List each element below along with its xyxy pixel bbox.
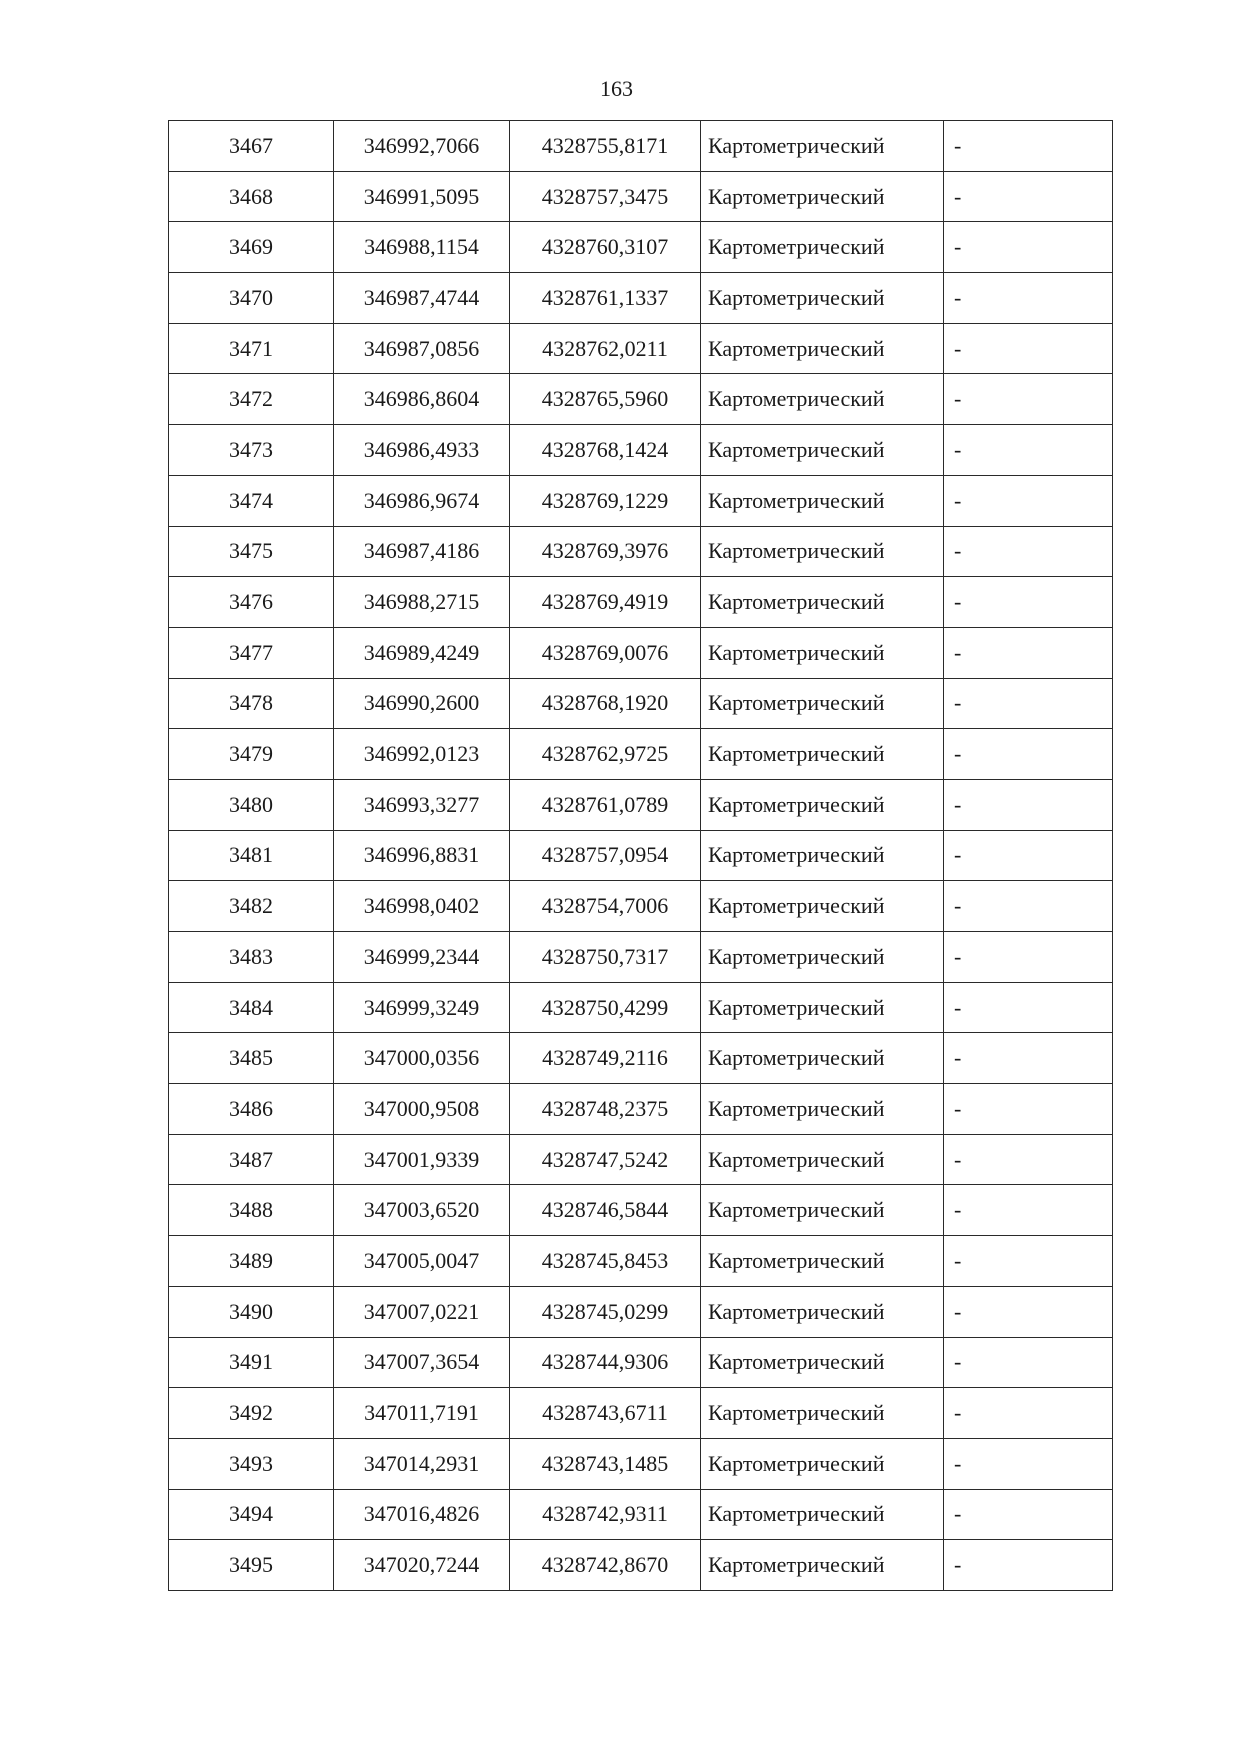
note-cell: - (944, 881, 1113, 932)
point-number-cell: 3471 (169, 323, 334, 374)
table-row (169, 982, 1113, 1033)
y-coordinate-cell: 4328769,1229 (510, 475, 701, 526)
y-coordinate-cell: 4328747,5242 (510, 1134, 701, 1185)
x-coordinate-cell: 346998,0402 (334, 881, 510, 932)
table-row (169, 475, 1113, 526)
y-coordinate-cell: 4328743,6711 (510, 1388, 701, 1439)
x-coordinate-cell: 346999,2344 (334, 932, 510, 983)
note-cell: - (944, 374, 1113, 425)
note-cell: - (944, 982, 1113, 1033)
y-coordinate-cell: 4328750,7317 (510, 932, 701, 983)
page-number: 163 (600, 76, 633, 101)
note-cell: - (944, 273, 1113, 324)
y-coordinate-cell: 4328769,0076 (510, 627, 701, 678)
method-cell: Картометрический (701, 678, 944, 729)
x-coordinate-cell: 347001,9339 (334, 1134, 510, 1185)
note-cell: - (944, 1388, 1113, 1439)
table-row (169, 171, 1113, 222)
note-cell: - (944, 475, 1113, 526)
y-coordinate-cell: 4328757,3475 (510, 171, 701, 222)
note-cell: - (944, 1489, 1113, 1540)
point-number-cell: 3489 (169, 1236, 334, 1287)
y-coordinate-cell: 4328762,9725 (510, 729, 701, 780)
x-coordinate-cell: 346990,2600 (334, 678, 510, 729)
table-row (169, 1236, 1113, 1287)
point-number-cell: 3484 (169, 982, 334, 1033)
x-coordinate-cell: 347000,0356 (334, 1033, 510, 1084)
note-cell: - (944, 323, 1113, 374)
point-number-cell: 3494 (169, 1489, 334, 1540)
point-number-cell: 3491 (169, 1337, 334, 1388)
table-row (169, 932, 1113, 983)
note-cell: - (944, 932, 1113, 983)
y-coordinate-cell: 4328749,2116 (510, 1033, 701, 1084)
y-coordinate-cell: 4328746,5844 (510, 1185, 701, 1236)
table-row (169, 374, 1113, 425)
point-number-cell: 3473 (169, 425, 334, 476)
point-number-cell: 3481 (169, 830, 334, 881)
point-number-cell: 3485 (169, 1033, 334, 1084)
table-row (169, 425, 1113, 476)
y-coordinate-cell: 4328748,2375 (510, 1084, 701, 1135)
method-cell: Картометрический (701, 1236, 944, 1287)
point-number-cell: 3467 (169, 121, 334, 172)
y-coordinate-cell: 4328744,9306 (510, 1337, 701, 1388)
x-coordinate-cell: 346988,2715 (334, 577, 510, 628)
table-row (169, 526, 1113, 577)
note-cell: - (944, 1185, 1113, 1236)
note-cell: - (944, 526, 1113, 577)
method-cell: Картометрический (701, 273, 944, 324)
method-cell: Картометрический (701, 425, 944, 476)
table-row (169, 1084, 1113, 1135)
method-cell: Картометрический (701, 1134, 944, 1185)
x-coordinate-cell: 347000,9508 (334, 1084, 510, 1135)
point-number-cell: 3468 (169, 171, 334, 222)
table-row (169, 830, 1113, 881)
note-cell: - (944, 577, 1113, 628)
method-cell: Картометрический (701, 729, 944, 780)
x-coordinate-cell: 346988,1154 (334, 222, 510, 273)
note-cell: - (944, 1084, 1113, 1135)
table-row (169, 577, 1113, 628)
method-cell: Картометрический (701, 1388, 944, 1439)
note-cell: - (944, 1286, 1113, 1337)
y-coordinate-cell: 4328762,0211 (510, 323, 701, 374)
method-cell: Картометрический (701, 475, 944, 526)
method-cell: Картометрический (701, 1033, 944, 1084)
x-coordinate-cell: 346992,0123 (334, 729, 510, 780)
point-number-cell: 3472 (169, 374, 334, 425)
point-number-cell: 3487 (169, 1134, 334, 1185)
x-coordinate-cell: 346999,3249 (334, 982, 510, 1033)
x-coordinate-cell: 347014,2931 (334, 1438, 510, 1489)
y-coordinate-cell: 4328757,0954 (510, 830, 701, 881)
x-coordinate-cell: 346987,0856 (334, 323, 510, 374)
table-row (169, 627, 1113, 678)
x-coordinate-cell: 347020,7244 (334, 1540, 510, 1591)
note-cell: - (944, 830, 1113, 881)
x-coordinate-cell: 346996,8831 (334, 830, 510, 881)
table-row (169, 121, 1113, 172)
y-coordinate-cell: 4328765,5960 (510, 374, 701, 425)
note-cell: - (944, 425, 1113, 476)
table-row (169, 678, 1113, 729)
y-coordinate-cell: 4328755,8171 (510, 121, 701, 172)
table-row (169, 222, 1113, 273)
method-cell: Картометрический (701, 526, 944, 577)
table-row (169, 1438, 1113, 1489)
method-cell: Картометрический (701, 1337, 944, 1388)
x-coordinate-cell: 347007,0221 (334, 1286, 510, 1337)
note-cell: - (944, 729, 1113, 780)
x-coordinate-cell: 347011,7191 (334, 1388, 510, 1439)
method-cell: Картометрический (701, 1084, 944, 1135)
method-cell: Картометрический (701, 982, 944, 1033)
coordinates-table (168, 120, 1113, 1591)
note-cell: - (944, 1236, 1113, 1287)
point-number-cell: 3482 (169, 881, 334, 932)
x-coordinate-cell: 346991,5095 (334, 171, 510, 222)
method-cell: Картометрический (701, 577, 944, 628)
table-row (169, 779, 1113, 830)
x-coordinate-cell: 346986,9674 (334, 475, 510, 526)
table-body (169, 121, 1113, 1591)
method-cell: Картометрический (701, 1438, 944, 1489)
method-cell: Картометрический (701, 1540, 944, 1591)
note-cell: - (944, 1337, 1113, 1388)
method-cell: Картометрический (701, 222, 944, 273)
table-row (169, 729, 1113, 780)
note-cell: - (944, 1033, 1113, 1084)
y-coordinate-cell: 4328761,0789 (510, 779, 701, 830)
note-cell: - (944, 627, 1113, 678)
point-number-cell: 3479 (169, 729, 334, 780)
point-number-cell: 3492 (169, 1388, 334, 1439)
point-number-cell: 3486 (169, 1084, 334, 1135)
table-row (169, 1337, 1113, 1388)
method-cell: Картометрический (701, 1185, 944, 1236)
method-cell: Картометрический (701, 121, 944, 172)
point-number-cell: 3488 (169, 1185, 334, 1236)
x-coordinate-cell: 346986,8604 (334, 374, 510, 425)
y-coordinate-cell: 4328760,3107 (510, 222, 701, 273)
y-coordinate-cell: 4328769,3976 (510, 526, 701, 577)
y-coordinate-cell: 4328750,4299 (510, 982, 701, 1033)
y-coordinate-cell: 4328754,7006 (510, 881, 701, 932)
method-cell: Картометрический (701, 627, 944, 678)
point-number-cell: 3476 (169, 577, 334, 628)
table-row (169, 273, 1113, 324)
table-row (169, 1185, 1113, 1236)
method-cell: Картометрический (701, 779, 944, 830)
x-coordinate-cell: 347003,6520 (334, 1185, 510, 1236)
point-number-cell: 3493 (169, 1438, 334, 1489)
point-number-cell: 3495 (169, 1540, 334, 1591)
x-coordinate-cell: 346987,4186 (334, 526, 510, 577)
table-row (169, 323, 1113, 374)
table-row (169, 1033, 1113, 1084)
point-number-cell: 3469 (169, 222, 334, 273)
note-cell: - (944, 1134, 1113, 1185)
y-coordinate-cell: 4328761,1337 (510, 273, 701, 324)
note-cell: - (944, 779, 1113, 830)
method-cell: Картометрический (701, 932, 944, 983)
table-row (169, 1134, 1113, 1185)
table-row (169, 881, 1113, 932)
note-cell: - (944, 171, 1113, 222)
x-coordinate-cell: 346987,4744 (334, 273, 510, 324)
y-coordinate-cell: 4328768,1920 (510, 678, 701, 729)
point-number-cell: 3480 (169, 779, 334, 830)
method-cell: Картометрический (701, 323, 944, 374)
y-coordinate-cell: 4328768,1424 (510, 425, 701, 476)
point-number-cell: 3470 (169, 273, 334, 324)
y-coordinate-cell: 4328742,8670 (510, 1540, 701, 1591)
method-cell: Картометрический (701, 171, 944, 222)
note-cell: - (944, 678, 1113, 729)
x-coordinate-cell: 347005,0047 (334, 1236, 510, 1287)
x-coordinate-cell: 346992,7066 (334, 121, 510, 172)
y-coordinate-cell: 4328745,0299 (510, 1286, 701, 1337)
note-cell: - (944, 121, 1113, 172)
x-coordinate-cell: 347016,4826 (334, 1489, 510, 1540)
point-number-cell: 3483 (169, 932, 334, 983)
method-cell: Картометрический (701, 1286, 944, 1337)
point-number-cell: 3490 (169, 1286, 334, 1337)
y-coordinate-cell: 4328769,4919 (510, 577, 701, 628)
x-coordinate-cell: 346993,3277 (334, 779, 510, 830)
point-number-cell: 3474 (169, 475, 334, 526)
table-row (169, 1388, 1113, 1439)
point-number-cell: 3477 (169, 627, 334, 678)
note-cell: - (944, 1540, 1113, 1591)
y-coordinate-cell: 4328745,8453 (510, 1236, 701, 1287)
note-cell: - (944, 222, 1113, 273)
x-coordinate-cell: 346986,4933 (334, 425, 510, 476)
method-cell: Картометрический (701, 881, 944, 932)
note-cell: - (944, 1438, 1113, 1489)
point-number-cell: 3475 (169, 526, 334, 577)
x-coordinate-cell: 346989,4249 (334, 627, 510, 678)
y-coordinate-cell: 4328742,9311 (510, 1489, 701, 1540)
method-cell: Картометрический (701, 830, 944, 881)
method-cell: Картометрический (701, 1489, 944, 1540)
method-cell: Картометрический (701, 374, 944, 425)
table-row (169, 1286, 1113, 1337)
point-number-cell: 3478 (169, 678, 334, 729)
y-coordinate-cell: 4328743,1485 (510, 1438, 701, 1489)
table-row (169, 1489, 1113, 1540)
x-coordinate-cell: 347007,3654 (334, 1337, 510, 1388)
table-row (169, 1540, 1113, 1591)
